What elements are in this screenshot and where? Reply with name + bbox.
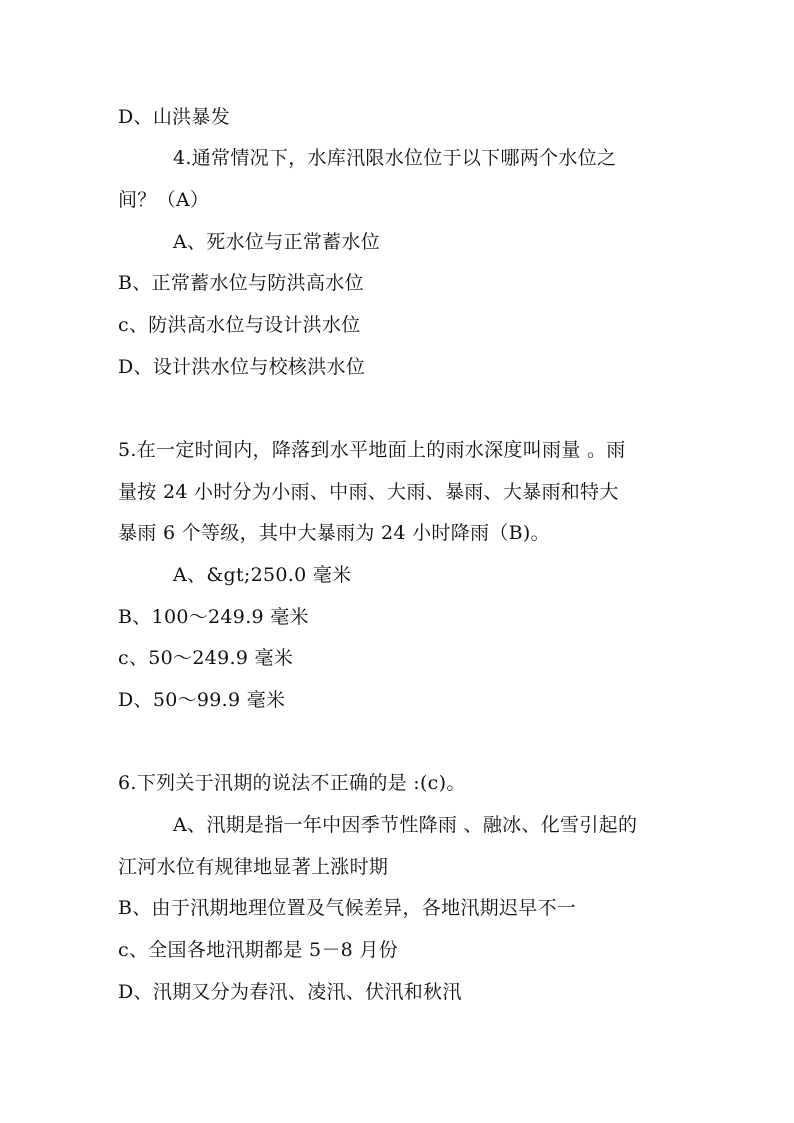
q6-option-a-line2: 江河水位有规律地显著上涨时期 [118, 856, 389, 878]
q6-option-a-line1: A、汛期是指一年中因季节性降雨 、融冰、化雪引起的 [173, 814, 638, 836]
q4-option-d: D、设计洪水位与校核洪水位 [118, 356, 366, 378]
q4-stem-line1: 4.通常情况下，水库汛限水位位于以下哪两个水位之 [173, 147, 617, 169]
q6-option-b: B、由于汛期地理位置及气候差异，各地汛期迟早不一 [118, 897, 577, 919]
q5-option-d: D、50～99.9 毫米 [118, 689, 286, 711]
q6-stem-line1: 6.下列关于汛期的说法不正确的是 :(c)。 [118, 772, 466, 794]
q3-option-d: D、山洪暴发 [118, 106, 231, 128]
q4-stem-line2: 间？（A） [118, 189, 210, 211]
q4-option-a: A、死水位与正常蓄水位 [173, 231, 381, 253]
q5-option-b: B、100～249.9 毫米 [118, 606, 309, 628]
q5-option-a: A、&gt;250.0 毫米 [173, 564, 352, 586]
q5-option-c: c、50～249.9 毫米 [118, 647, 294, 669]
q4-option-b: B、正常蓄水位与防洪高水位 [118, 272, 364, 294]
q5-stem-line3: 暴雨 6 个等级，其中大暴雨为 24 小时降雨（B)。 [118, 522, 550, 544]
q4-option-c: c、防洪高水位与设计洪水位 [118, 314, 361, 336]
q6-option-c: c、全国各地汛期都是 5－8 月份 [118, 939, 398, 961]
q5-stem-line1: 5.在一定时间内，降落到水平地面上的雨水深度叫雨量 。雨 [118, 439, 626, 461]
q6-option-d: D、汛期又分为春汛、凌汛、伏汛和秋汛 [118, 981, 462, 1003]
q5-stem-line2: 量按 24 小时分为小雨、中雨、大雨、暴雨、大暴雨和特大 [118, 481, 619, 503]
